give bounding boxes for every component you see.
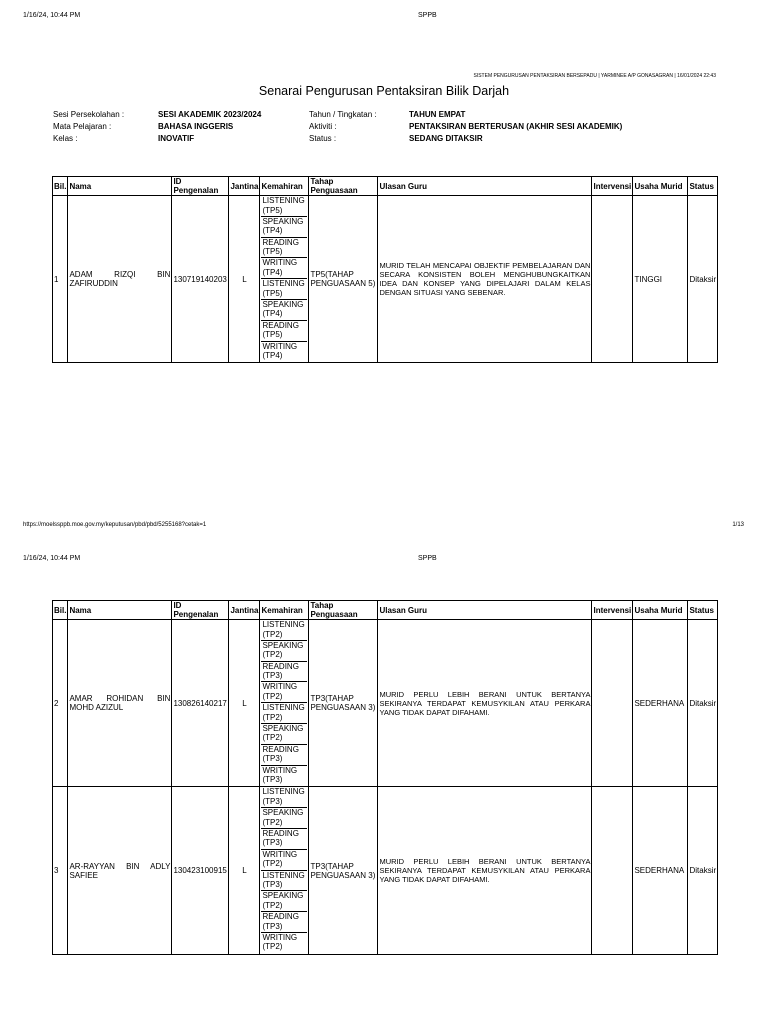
skill-item: READING (TP3) bbox=[261, 662, 307, 683]
skill-item: SPEAKING (TP4) bbox=[261, 300, 307, 321]
row-intervensi bbox=[592, 787, 633, 954]
skill-item: WRITING (TP2) bbox=[261, 682, 307, 703]
footer-page-number: 1/13 bbox=[732, 522, 744, 528]
system-user-line: SISTEM PENGURUSAN PENTAKSIRAN BERSEPADU | YARMINEE A/P GONASAGRAN | 16/01/2024 22:43 bbox=[473, 73, 716, 79]
table-row bbox=[53, 196, 718, 363]
col-ulasan: Ulasan Guru bbox=[378, 601, 592, 620]
skill-item: READING (TP3) bbox=[261, 829, 307, 850]
col-jantina: Jantina bbox=[229, 601, 260, 620]
skill-item: LISTENING (TP2) bbox=[261, 703, 307, 724]
col-status: Status bbox=[688, 601, 718, 620]
row-kemahiran bbox=[260, 620, 309, 787]
row-bil: 3 bbox=[53, 787, 68, 954]
aktiviti-label: Aktiviti : bbox=[309, 122, 337, 131]
row-nama: AMAR ROHIDAN BIN MOHD AZIZUL bbox=[68, 620, 172, 787]
skill-item: WRITING (TP2) bbox=[262, 932, 298, 952]
print-date: 1/16/24, 10:44 PM bbox=[23, 12, 81, 19]
col-intervensi: Intervensi bbox=[592, 601, 633, 620]
row-jantina: L bbox=[229, 620, 260, 787]
app-title: SPPB bbox=[418, 12, 437, 19]
col-status: Status bbox=[688, 177, 718, 196]
skill-item: WRITING (TP2) bbox=[261, 850, 307, 871]
table-header bbox=[53, 601, 718, 620]
skill-item: WRITING (TP3) bbox=[262, 765, 298, 785]
row-bil: 2 bbox=[53, 620, 68, 787]
row-bil: 1 bbox=[53, 196, 68, 363]
row-nama: ADAM RIZQI BIN ZAFIRUDDIN bbox=[68, 196, 172, 363]
col-jantina: Jantina bbox=[229, 177, 260, 196]
skill-item: LISTENING (TP5) bbox=[261, 279, 307, 300]
col-tahap: Tahap Penguasaan bbox=[309, 601, 378, 620]
row-id: 130719140203 bbox=[172, 196, 229, 363]
row-jantina: L bbox=[229, 196, 260, 363]
row-status: Ditaksir bbox=[688, 196, 718, 363]
row-tahap: TP3(TAHAP PENGUASAAN 3) bbox=[309, 787, 378, 954]
row-ulasan: MURID TELAH MENCAPAI OBJEKTIF PEMBELAJARAN DAN SECARA KONSISTEN BOLEH MENGHUBUNGKAITKAN IDEA DAN KONSEP YANG DIPELAJARI DALAM KELAS DENGAN SITUASI YANG SEBENAR. bbox=[378, 196, 592, 363]
status-label: Status : bbox=[309, 134, 337, 143]
row-tahap: TP5(TAHAP PENGUASAAN 5) bbox=[309, 196, 378, 363]
table-header bbox=[53, 177, 718, 196]
page-title: Senarai Pengurusan Pentaksiran Bilik Darjah bbox=[258, 84, 510, 98]
mapel-label: Mata Pelajaran : bbox=[53, 122, 112, 131]
sesi-label: Sesi Persekolahan : bbox=[53, 110, 125, 119]
meta-right bbox=[309, 110, 622, 146]
assessment-table-page1 bbox=[52, 176, 718, 363]
col-usaha: Usaha Murid bbox=[633, 177, 688, 196]
status-value: SEDANG DITAKSIR bbox=[409, 134, 483, 143]
skill-item: WRITING (TP4) bbox=[262, 341, 298, 361]
col-bil: Bil. bbox=[53, 601, 68, 620]
print-date-page2: 1/16/24, 10:44 PM bbox=[23, 555, 81, 562]
row-intervensi bbox=[592, 620, 633, 787]
skill-item: SPEAKING (TP2) bbox=[261, 641, 307, 662]
skill-item: SPEAKING (TP2) bbox=[261, 724, 307, 745]
skill-item: SPEAKING (TP2) bbox=[261, 891, 307, 912]
assessment-table-page2 bbox=[52, 600, 718, 955]
row-kemahiran bbox=[260, 196, 309, 363]
footer-url: https://moelssppb.moe.gov.my/keputusan/pbd/pbd/5255168?cetak=1 bbox=[23, 522, 207, 528]
skill-item: LISTENING (TP3) bbox=[261, 871, 307, 892]
row-tahap: TP3(TAHAP PENGUASAAN 3) bbox=[309, 620, 378, 787]
row-id: 130423100915 bbox=[172, 787, 229, 954]
app-title-page2: SPPB bbox=[418, 555, 437, 562]
col-kemahiran: Kemahiran bbox=[260, 601, 309, 620]
sesi-value: SESI AKADEMIK 2023/2024 bbox=[158, 110, 262, 119]
skill-item: LISTENING (TP3) bbox=[261, 787, 307, 808]
skill-item: READING (TP3) bbox=[261, 745, 307, 766]
row-ulasan: MURID PERLU LEBIH BERANI UNTUK BERTANYA SEKIRANYA TERDAPAT KEMUSYKILAN ATAU PERKARA YANG TIDAK DAPAT DIFAHAMI. bbox=[378, 787, 592, 954]
skill-item: READING (TP5) bbox=[261, 238, 307, 259]
tahun-label: Tahun / Tingkatan : bbox=[309, 110, 377, 119]
col-intervensi: Intervensi bbox=[592, 177, 633, 196]
row-status: Ditaksir bbox=[688, 620, 718, 787]
row-intervensi bbox=[592, 196, 633, 363]
row-status: Ditaksir bbox=[688, 787, 718, 954]
col-tahap: Tahap Penguasaan bbox=[309, 177, 378, 196]
col-bil: Bil. bbox=[53, 177, 68, 196]
kelas-label: Kelas : bbox=[53, 134, 78, 143]
col-ulasan: Ulasan Guru bbox=[378, 177, 592, 196]
table-row bbox=[53, 620, 718, 787]
col-id: ID Pengenalan bbox=[172, 601, 229, 620]
meta-left bbox=[53, 110, 261, 146]
skill-item: LISTENING (TP5) bbox=[261, 196, 307, 217]
skill-item: LISTENING (TP2) bbox=[261, 620, 307, 641]
col-nama: Nama bbox=[68, 601, 172, 620]
col-nama: Nama bbox=[68, 177, 172, 196]
row-nama: AR-RAYYAN BIN ADLY SAFIEE bbox=[68, 787, 172, 954]
tahun-value: TAHUN EMPAT bbox=[409, 110, 466, 119]
skill-item: SPEAKING (TP4) bbox=[261, 217, 307, 238]
table-row bbox=[53, 787, 718, 954]
skill-item: READING (TP3) bbox=[261, 912, 307, 933]
row-id: 130826140217 bbox=[172, 620, 229, 787]
row-usaha: SEDERHANA bbox=[633, 620, 688, 787]
row-usaha: SEDERHANA bbox=[633, 787, 688, 954]
skill-item: WRITING (TP4) bbox=[261, 258, 307, 279]
skill-item: SPEAKING (TP2) bbox=[261, 808, 307, 829]
kelas-value: INOVATIF bbox=[158, 134, 195, 143]
row-ulasan: MURID PERLU LEBIH BERANI UNTUK BERTANYA SEKIRANYA TERDAPAT KEMUSYKILAN ATAU PERKARA YANG TIDAK DAPAT DIFAHAMI. bbox=[378, 620, 592, 787]
row-jantina: L bbox=[229, 787, 260, 954]
col-usaha: Usaha Murid bbox=[633, 601, 688, 620]
col-id: ID Pengenalan bbox=[172, 177, 229, 196]
col-kemahiran: Kemahiran bbox=[260, 177, 309, 196]
aktiviti-value: PENTAKSIRAN BERTERUSAN (AKHIR SESI AKADEMIK) bbox=[409, 122, 623, 131]
skill-item: READING (TP5) bbox=[261, 321, 307, 342]
row-usaha: TINGGI bbox=[633, 196, 688, 363]
row-kemahiran bbox=[260, 787, 309, 954]
mapel-value: BAHASA INGGERIS bbox=[158, 122, 234, 131]
